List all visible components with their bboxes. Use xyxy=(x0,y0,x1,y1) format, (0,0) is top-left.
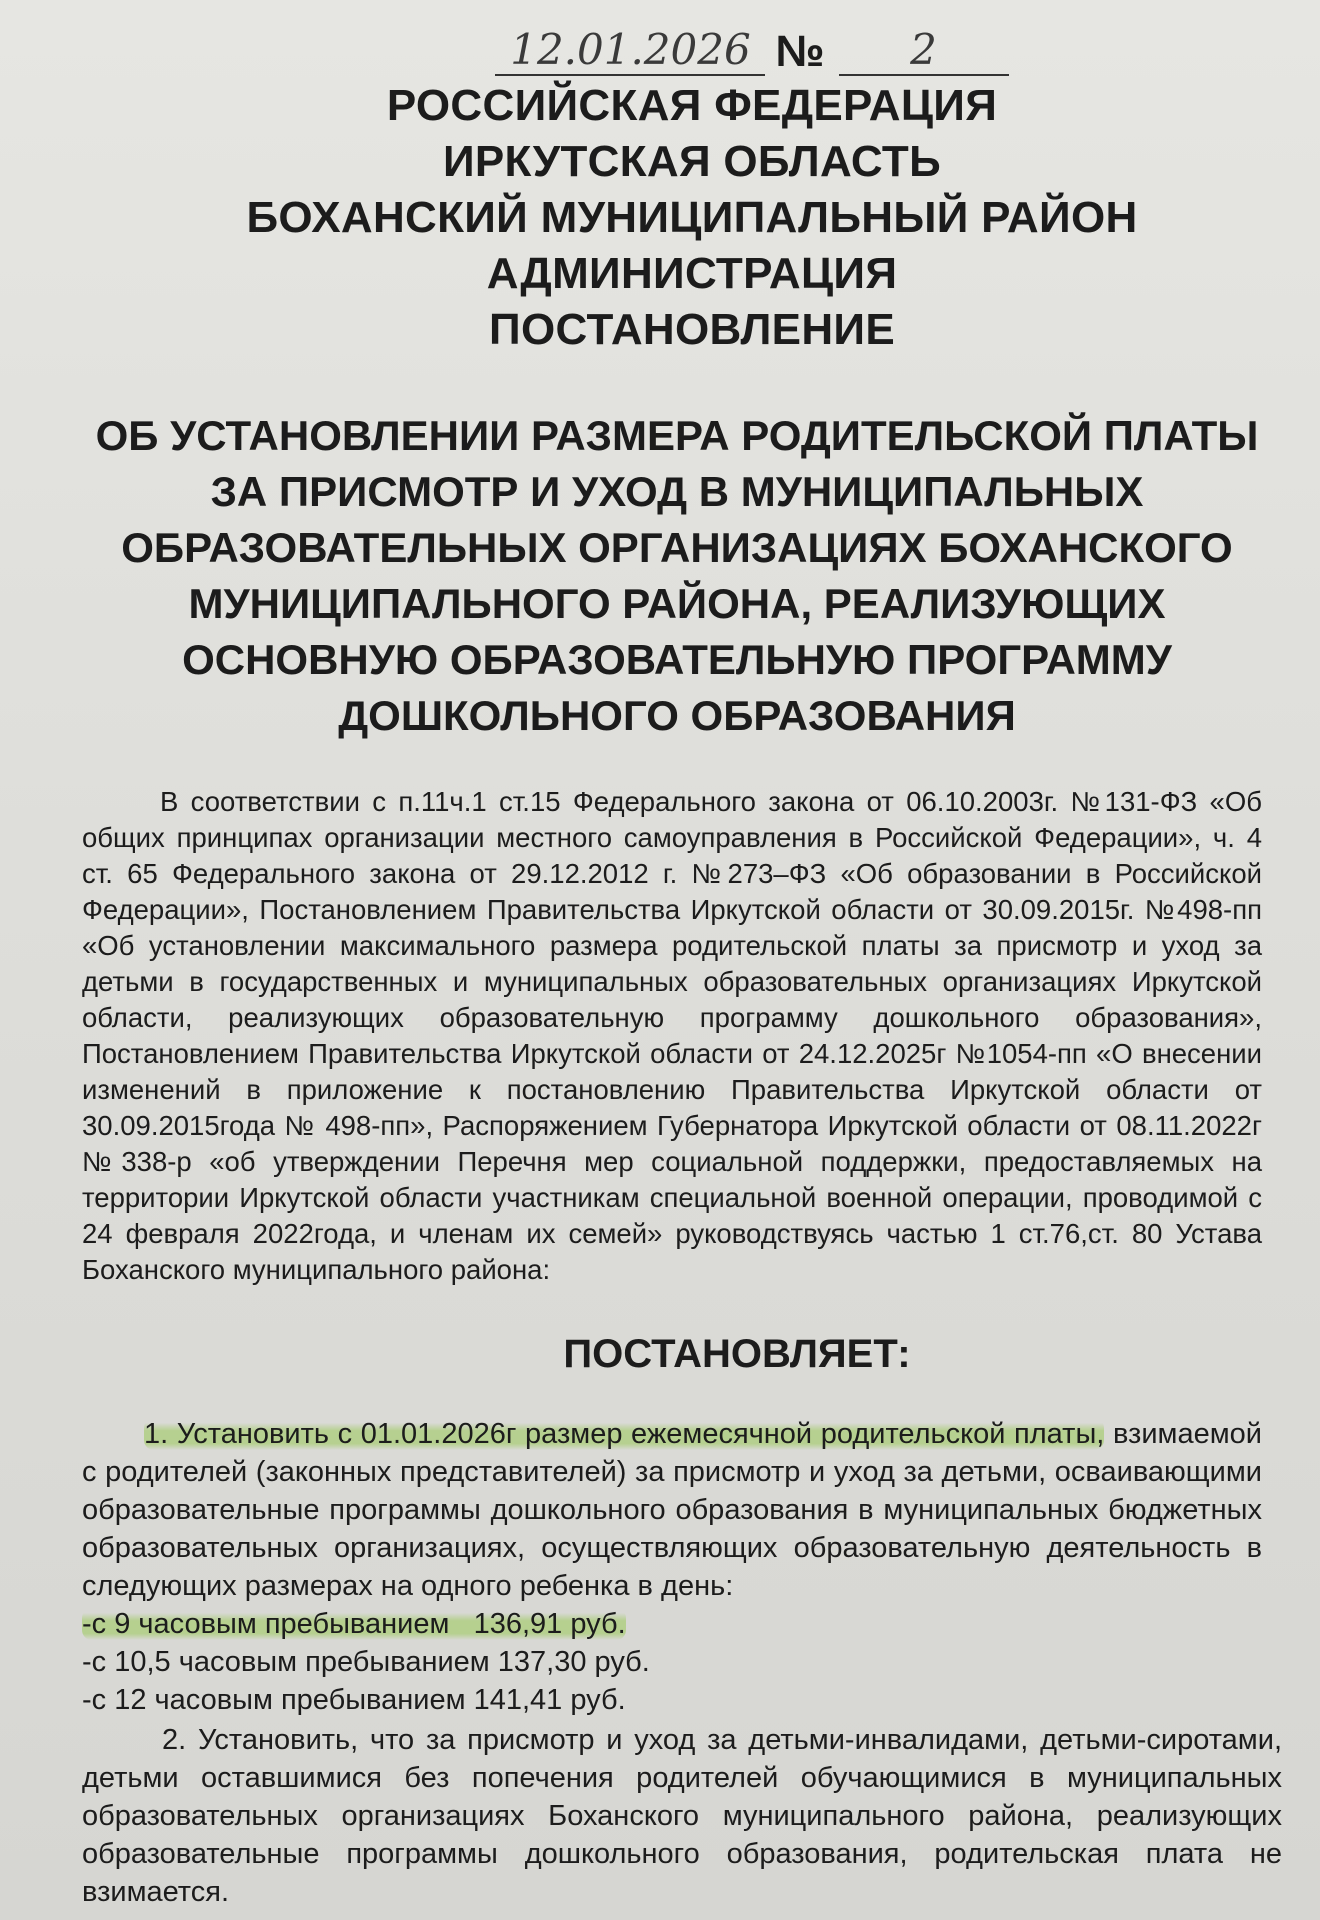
registration-line xyxy=(202,12,1302,76)
rate-10-5-hours: -с 10,5 часовым пребыванием 137,30 руб. xyxy=(82,1646,650,1678)
header-country: РОССИЙСКАЯ ФЕДЕРАЦИЯ xyxy=(386,81,998,130)
header-region: ИРКУТСКАЯ ОБЛАСТЬ xyxy=(442,137,942,186)
header-doc-type: ПОСТАНОВЛЕНИЕ xyxy=(489,305,895,354)
number-sign: № xyxy=(775,27,825,76)
header-administration: АДМИНИСТРАЦИЯ xyxy=(486,249,898,298)
handwritten-number: 2 xyxy=(839,26,1009,76)
item-1 xyxy=(82,1415,1302,1605)
resolves-heading: ПОСТАНОВЛЯЕТ: xyxy=(563,1332,911,1376)
header-district: БОХАНСКИЙ МУНИЦИПАЛЬНЫЙ РАЙОН xyxy=(246,193,1138,242)
item-1-text: взимаемой с родителей (законных представителей) за присмотр и уход за детьми, осваивающими образовательные программы дошкольного образования в муниципальных бюджетных образовательных организациях, осуществляющих образовательную деятельность в следующих размерах на одного ребенка в день: xyxy=(82,1418,1262,1602)
rate-9-hours xyxy=(82,1605,1302,1643)
preamble-paragraph: В соответствии с п.11ч.1 ст.15 Федерального закона от 06.10.2003г. №131-ФЗ «Об общих принципах организации местного самоуправления в Российской Федерации», ч. 4 ст. 65 Федерального закона от 29.12.2012 г. №273–ФЗ «Об образовании в Российской Федерации», Постановлением Правительства Иркутской области от 30.09.2015г. №498-пп «Об установлении максимального размера родительской платы за присмотр и уход за детьми в государственных и муниципальных образовательных организациях Иркутской области, реализующих образовательную программу дошкольного образования», Постановлением Правительства Иркутской области от 24.12.2025г №1054-пп «О внесении изменений в приложение к постановлению Правительства Иркутской области от 30.09.2015года № 498-пп», Распоряжением Губернатора Иркутской области от 08.11.2022г №338-р «об утверждении Перечня мер социальной поддержки, предоставляемых на территории Иркутской области участникам специальной военной операции, проводимой с 24 февраля 2022года, и членам их семей» руководствуясь частью 1 ст.76,ст. 80 Устава Боханского муниципального района: xyxy=(82,786,1262,1285)
item-2: 2. Установить, что за присмотр и уход за детьми-инвалидами, детьми-сиротами, детьми оставшимися без попечения родителей обучающимися в муниципальных образовательных организациях Боханского муниципального района, реализующих образовательные программы дошкольного образования, родительская плата не взимается. xyxy=(82,1724,1282,1908)
document-title: ОБ УСТАНОВЛЕНИИ РАЗМЕРА РОДИТЕЛЬСКОЙ ПЛАТЫ ЗА ПРИСМОТР И УХОД В МУНИЦИПАЛЬНЫХ ОБРАЗОВАТЕЛЬНЫХ ОРГАНИЗАЦИЯХ БОХАНСКОГО МУНИЦИПАЛЬНОГО РАЙОНА, РЕАЛИЗУЮЩИХ ОСНОВНУЮ ОБРАЗОВАТЕЛЬНУЮ ПРОГРАММУ ДОШКОЛЬНОГО ОБРАЗОВАНИЯ xyxy=(95,412,1259,739)
rate-12-hours: -с 12 часовым пребыванием 141,41 руб. xyxy=(82,1684,626,1716)
rate-9-hours-text: -с 9 часовым пребыванием 136,91 руб. xyxy=(82,1608,626,1640)
document-header xyxy=(82,78,1302,358)
handwritten-date: 12.01.2026 xyxy=(495,26,765,76)
item-1-highlighted: 1. Установить с 01.01.2026г размер ежемесячной родительской платы, xyxy=(144,1418,1105,1450)
